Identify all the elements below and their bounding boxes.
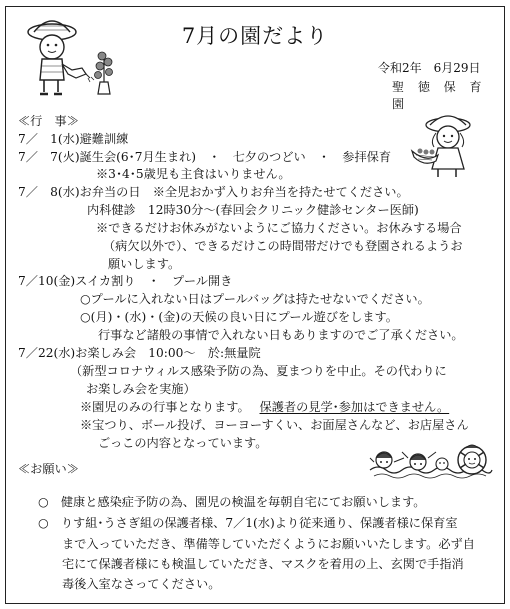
event-note: 行事など諸般の事情で入れない日もありますのでご了承ください。: [98, 328, 464, 342]
request-line: 宅にて保護者様にも検温していただき、マスクを着用の上、玄関で手指消: [62, 557, 464, 571]
event-line: 7／ 1(水)避難訓練: [18, 132, 129, 146]
event-note: [80, 399, 449, 416]
event-note: ごっこの内容となっています。: [98, 436, 268, 450]
request-line: まで入っていただき、準備等していただくようにお願いいたします。必ず自: [62, 537, 475, 551]
event-line: 7／ 7(火)誕生会(6･7月生まれ) ・ 七夕のつどい ・ 参拝保育: [18, 150, 392, 164]
event-note: ※3･4･5歳児も主食はいりません。: [96, 167, 291, 181]
events-heading: ≪行 事≫: [18, 114, 79, 128]
school-name: 聖 徳 保 育 園: [392, 80, 487, 111]
event-note-emphasis: 保護者の見学･参加はできません。: [259, 400, 450, 414]
event-note: ○(月)・(水)・(金)の天候の良い日にプール遊びをします。: [80, 310, 398, 324]
newsletter-title: 7月の園だより: [181, 24, 329, 48]
request-line: ○ りす組･うさぎ組の保護者様、7／1(水)より従来通り、保護者様に保育室: [38, 516, 458, 530]
event-line: 7／ 8(水)お弁当の日 ※全児おかず入りお弁当を持たせてください。: [18, 185, 409, 199]
request-line: 毒後入室なさってください。: [62, 577, 221, 591]
event-line: 7／10(金)スイカ割り ・ プール開き: [18, 274, 233, 288]
event-note-text: ※園児のみの行事となります。: [80, 400, 250, 414]
children-swimming-illustration: [368, 442, 494, 480]
event-line: 内科健診 12時30分～(春回会クリニック健診センター医師): [87, 203, 419, 217]
requests-heading: ≪お願い≫: [18, 462, 79, 476]
event-note: 願いします。: [108, 257, 181, 271]
event-note: ※できるだけお休みがないようにご協力ください。お休みする場合: [96, 221, 462, 235]
child-watering-plant-illustration: [24, 14, 114, 100]
event-note: お楽しみ会を実施）: [86, 382, 196, 396]
event-note: （病欠以外で）、できるだけこの時間帯だけでも登園されるようお: [103, 239, 463, 253]
issue-date: 令和2年 6月29日: [378, 61, 481, 75]
girl-with-basket-illustration: [408, 111, 488, 179]
event-note: （新型コロナウィルス感染予防の為、夏まつりを中止。その代わりに: [70, 364, 447, 378]
event-note: ○プールに入れない日はプールバッグは持たせないでください。: [80, 292, 430, 306]
event-note: ※宝つり、ボール投げ、ヨーヨーすくい、お面屋さんなど、お店屋さん: [80, 418, 469, 432]
event-line: 7／22(水)お楽しみ会 10:00～ 於:無量院: [18, 346, 261, 360]
request-line: ○ 健康と感染症予防の為、園児の検温を毎朝自宅にてお願いします。: [38, 495, 426, 509]
